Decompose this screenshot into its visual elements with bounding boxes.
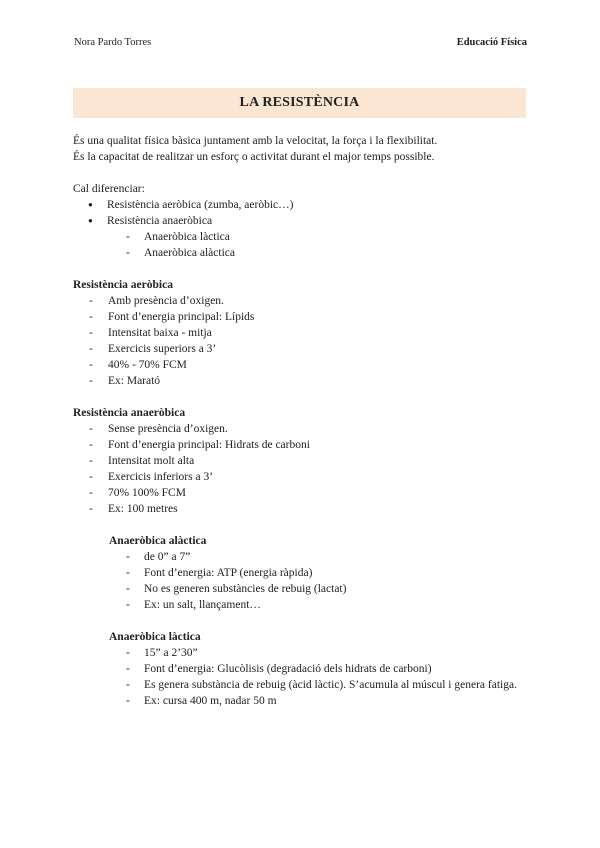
list-item: - Ex: Marató	[73, 373, 528, 389]
list-item: - 15” a 2’30”	[73, 645, 528, 661]
header-subject: Educació Física	[456, 37, 527, 48]
list-item: - 70% 100% FCM	[73, 485, 528, 501]
list-item: - Exercicis superiors a 3’	[73, 341, 528, 357]
list-item: - Sense presència d’oxigen.	[73, 421, 528, 437]
intro-line: És una qualitat física bàsica juntament amb la velocitat, la força i la flexibilitat.	[73, 135, 438, 147]
document-body	[73, 133, 528, 709]
list-item: - Amb presència d’oxigen.	[73, 293, 528, 309]
title-banner	[73, 88, 526, 118]
list-subitem: - Anaeròbica làctica	[73, 229, 528, 245]
list-item: - Font d’energia: Glucòlisis (degradació dels hidrats de carboni)	[73, 661, 528, 677]
page-title: LA RESISTÈNCIA	[239, 95, 360, 110]
list-item: - Ex: cursa 400 m, nadar 50 m	[73, 693, 528, 709]
list-item: - Exercicis inferiors a 3’	[73, 469, 528, 485]
list-item: - Font d’energia: ATP (energia ràpida)	[73, 565, 528, 581]
list-item: ● Resistència aeròbica (zumba, aeròbic…)	[73, 197, 528, 213]
list-item: - Es genera substància de rebuig (àcid làctic). S’acumula al múscul i genera fatiga.	[73, 677, 528, 693]
intro-line: És la capacitat de realitzar un esforç o activitat durant el major temps possible.	[73, 151, 435, 163]
header-author: Nora Pardo Torres	[74, 37, 152, 48]
section-heading-aerobic: Resistència aeròbica	[73, 279, 173, 291]
list-item: - Ex: un salt, llançament…	[73, 597, 528, 613]
list-item: - Font d’energia principal: Lípids	[73, 309, 528, 325]
list-item: - No es generen substàncies de rebuig (lactat)	[73, 581, 528, 597]
section-heading-alactic: Anaeròbica alàctica	[109, 535, 207, 547]
section-heading-lactic: Anaeròbica làctica	[109, 631, 201, 643]
list-item: ● Resistència anaeròbica	[73, 213, 528, 229]
list-item: - Font d’energia principal: Hidrats de carboni	[73, 437, 528, 453]
differentiate-lead: Cal diferenciar:	[73, 183, 145, 195]
list-item: - Ex: 100 metres	[73, 501, 528, 517]
list-subitem: - Anaeròbica alàctica	[73, 245, 528, 261]
list-item: - Intensitat baixa - mitja	[73, 325, 528, 341]
list-item: - 40% - 70% FCM	[73, 357, 528, 373]
section-heading-anaerobic: Resistència anaeròbica	[73, 407, 186, 419]
list-item: - de 0” a 7”	[73, 549, 528, 565]
list-item: - Intensitat molt alta	[73, 453, 528, 469]
